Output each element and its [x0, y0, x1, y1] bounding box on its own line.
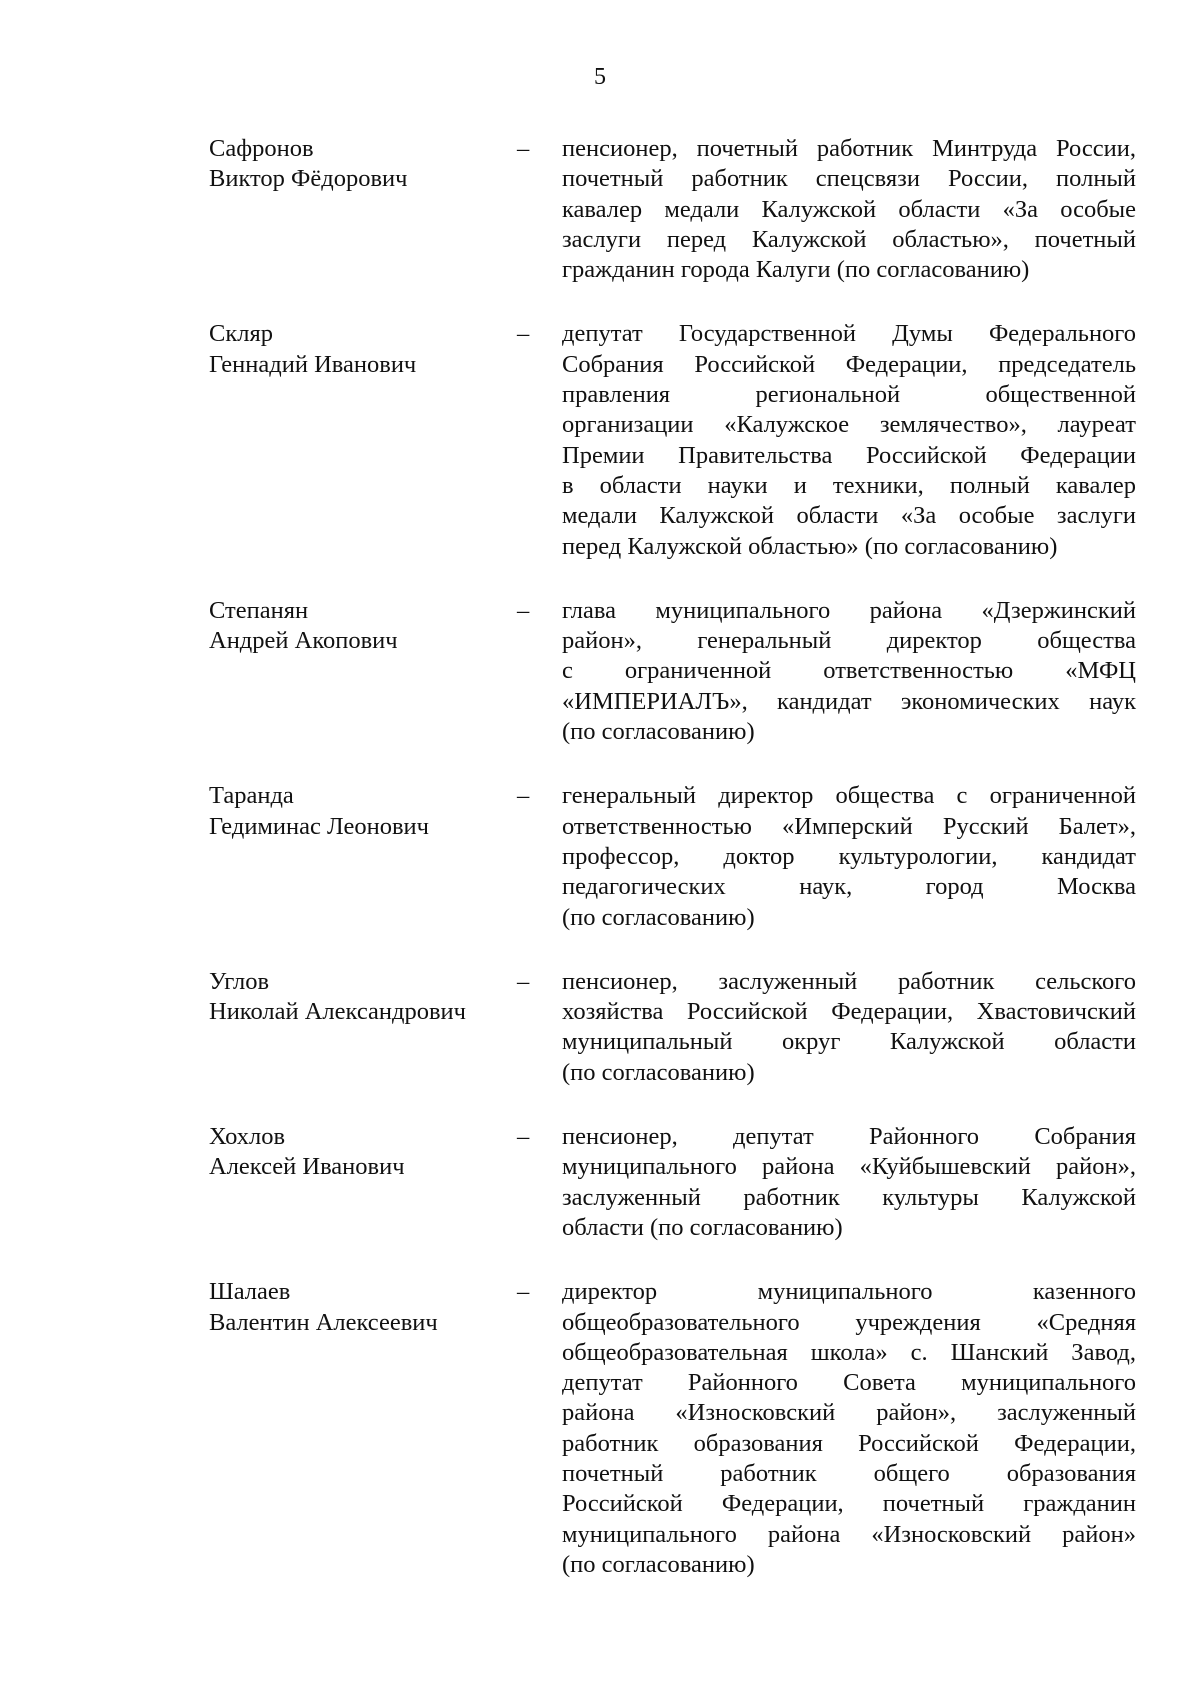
member-name: [209, 319, 499, 380]
separator-dash: –: [517, 135, 530, 162]
description-line: Российской Федерации, почетный гражданин: [562, 1490, 1136, 1518]
description-line: «ИМПЕРИАЛЪ», кандидат экономических наук: [562, 687, 1136, 715]
description-line: с ограниченной ответственностью «МФЦ: [562, 657, 1136, 685]
description-line: (по согласованию): [562, 1550, 755, 1578]
member-surname: Хохлов: [209, 1123, 286, 1151]
member-given-name: Николай Александрович: [209, 998, 466, 1026]
member-given-name: Андрей Акопович: [209, 627, 398, 655]
description-line: директор муниципального казенного: [562, 1278, 1136, 1306]
member-name: [209, 967, 499, 1028]
member-surname: Шалаев: [209, 1278, 291, 1306]
description-line: муниципальный округ Калужской области: [562, 1028, 1136, 1056]
description-line: пенсионер, депутат Районного Собрания: [562, 1123, 1136, 1151]
member-surname: Углов: [209, 967, 270, 995]
description-line: общеобразовательная школа» с. Шанский Завод,: [562, 1338, 1136, 1366]
page-number: 5: [594, 64, 606, 90]
separator-dash: –: [517, 1123, 530, 1151]
member-entry: [0, 134, 1200, 285]
member-name: [209, 1277, 499, 1338]
separator-dash: –: [517, 596, 530, 624]
description-line: района «Износковский район», заслуженный: [562, 1399, 1136, 1427]
description-line: кавалер медали Калужской области «За особые: [562, 195, 1136, 223]
member-list: [0, 134, 1200, 1580]
description-line: перед Калужской областью» (по согласованию): [562, 532, 1058, 560]
member-entry: [0, 1122, 1200, 1243]
description-line: гражданин города Калуги (по согласованию): [562, 256, 1030, 284]
description-line: пенсионер, заслуженный работник сельского: [562, 967, 1136, 995]
description-line: ответственностью «Имперский Русский Балет»,: [562, 812, 1136, 840]
member-description: [562, 1277, 1136, 1580]
description-line: профессор, доктор культурологии, кандидат: [562, 842, 1136, 870]
description-line: заслуги перед Калужской областью», почетный: [562, 225, 1136, 253]
member-description: [562, 596, 1136, 747]
description-line: пенсионер, почетный работник Минтруда России,: [562, 135, 1136, 162]
description-line: заслуженный работник культуры Калужской: [562, 1183, 1136, 1211]
separator-dash: –: [517, 967, 530, 995]
member-given-name: Виктор Фёдорович: [209, 165, 408, 193]
description-line: общеобразовательного учреждения «Средняя: [562, 1308, 1136, 1336]
description-line: почетный работник общего образования: [562, 1459, 1136, 1487]
member-surname: Степанян: [209, 596, 309, 624]
description-line: (по согласованию): [562, 903, 755, 931]
member-surname: Сафронов: [209, 135, 314, 162]
separator-dash: –: [517, 782, 530, 810]
description-line: глава муниципального района «Дзержинский: [562, 596, 1136, 624]
member-entry: [0, 1277, 1200, 1580]
description-line: (по согласованию): [562, 1058, 755, 1086]
description-line: работник образования Российской Федерации,: [562, 1429, 1136, 1457]
description-line: педагогических наук, город Москва: [562, 873, 1136, 901]
description-line: генеральный директор общества с ограниченной: [562, 782, 1136, 810]
member-given-name: Валентин Алексеевич: [209, 1308, 438, 1336]
description-line: Премии Правительства Российской Федерации: [562, 441, 1136, 469]
description-line: муниципального района «Куйбышевский район»,: [562, 1153, 1136, 1181]
description-line: организации «Калужское землячество», лауреат: [562, 411, 1136, 439]
member-description: [562, 967, 1136, 1088]
description-line: в области науки и техники, полный кавалер: [562, 471, 1136, 499]
description-line: правления региональной общественной: [562, 381, 1136, 409]
description-line: медали Калужской области «За особые заслуги: [562, 502, 1136, 530]
member-name: [209, 596, 499, 657]
member-entry: [0, 967, 1200, 1088]
member-description: [562, 319, 1136, 561]
member-entry: [0, 781, 1200, 932]
member-description: [562, 134, 1136, 285]
member-entry: [0, 596, 1200, 747]
description-line: депутат Районного Совета муниципального: [562, 1369, 1136, 1397]
description-line: депутат Государственной Думы Федерального: [562, 320, 1136, 348]
member-surname: Скляр: [209, 320, 273, 348]
member-given-name: Гедиминас Леонович: [209, 812, 429, 840]
separator-dash: –: [517, 320, 530, 348]
member-description: [562, 1122, 1136, 1243]
description-line: области (по согласованию): [562, 1213, 843, 1241]
description-line: хозяйства Российской Федерации, Хвастовичский: [562, 998, 1136, 1026]
description-line: муниципального района «Износковский район»: [562, 1520, 1136, 1548]
member-given-name: Алексей Иванович: [209, 1153, 405, 1181]
description-line: район», генеральный директор общества: [562, 627, 1136, 655]
member-surname: Таранда: [209, 782, 294, 810]
member-description: [562, 781, 1136, 932]
member-entry: [0, 319, 1200, 561]
member-name: [209, 134, 499, 195]
member-name: [209, 781, 499, 842]
description-line: почетный работник спецсвязи России, полный: [562, 165, 1136, 193]
description-line: Собрания Российской Федерации, председатель: [562, 350, 1136, 378]
description-line: (по согласованию): [562, 718, 755, 746]
separator-dash: –: [517, 1278, 530, 1306]
member-name: [209, 1122, 499, 1183]
member-given-name: Геннадий Иванович: [209, 350, 417, 378]
